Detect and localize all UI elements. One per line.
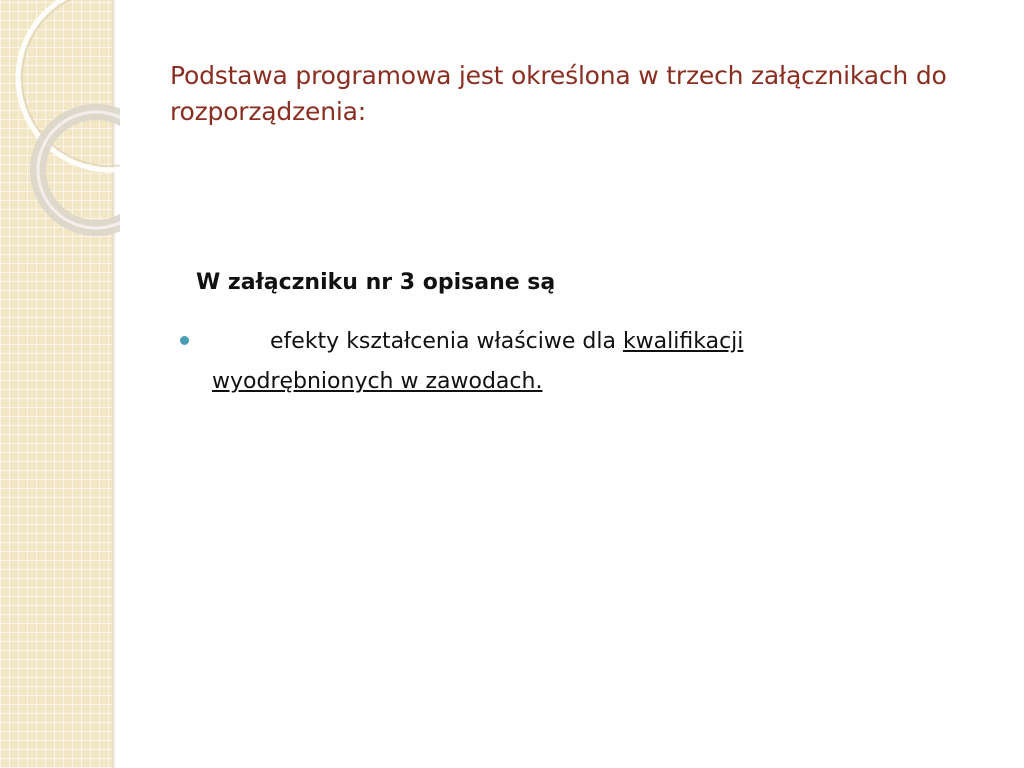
bullet-dot-icon xyxy=(180,336,189,345)
decorative-rings xyxy=(0,0,120,260)
qualifications-link[interactable]: kwalifikacji wyodrębnionych w zawodach. xyxy=(212,329,744,394)
bullet-text-plain: efekty kształcenia właściwe dla xyxy=(270,329,623,354)
bullet-text xyxy=(212,322,872,402)
lead-text: W załączniku nr 3 opisane są xyxy=(196,270,556,295)
slide-title: Podstawa programowa jest określona w trzech załącznikach do rozporządzenia: xyxy=(170,61,947,126)
